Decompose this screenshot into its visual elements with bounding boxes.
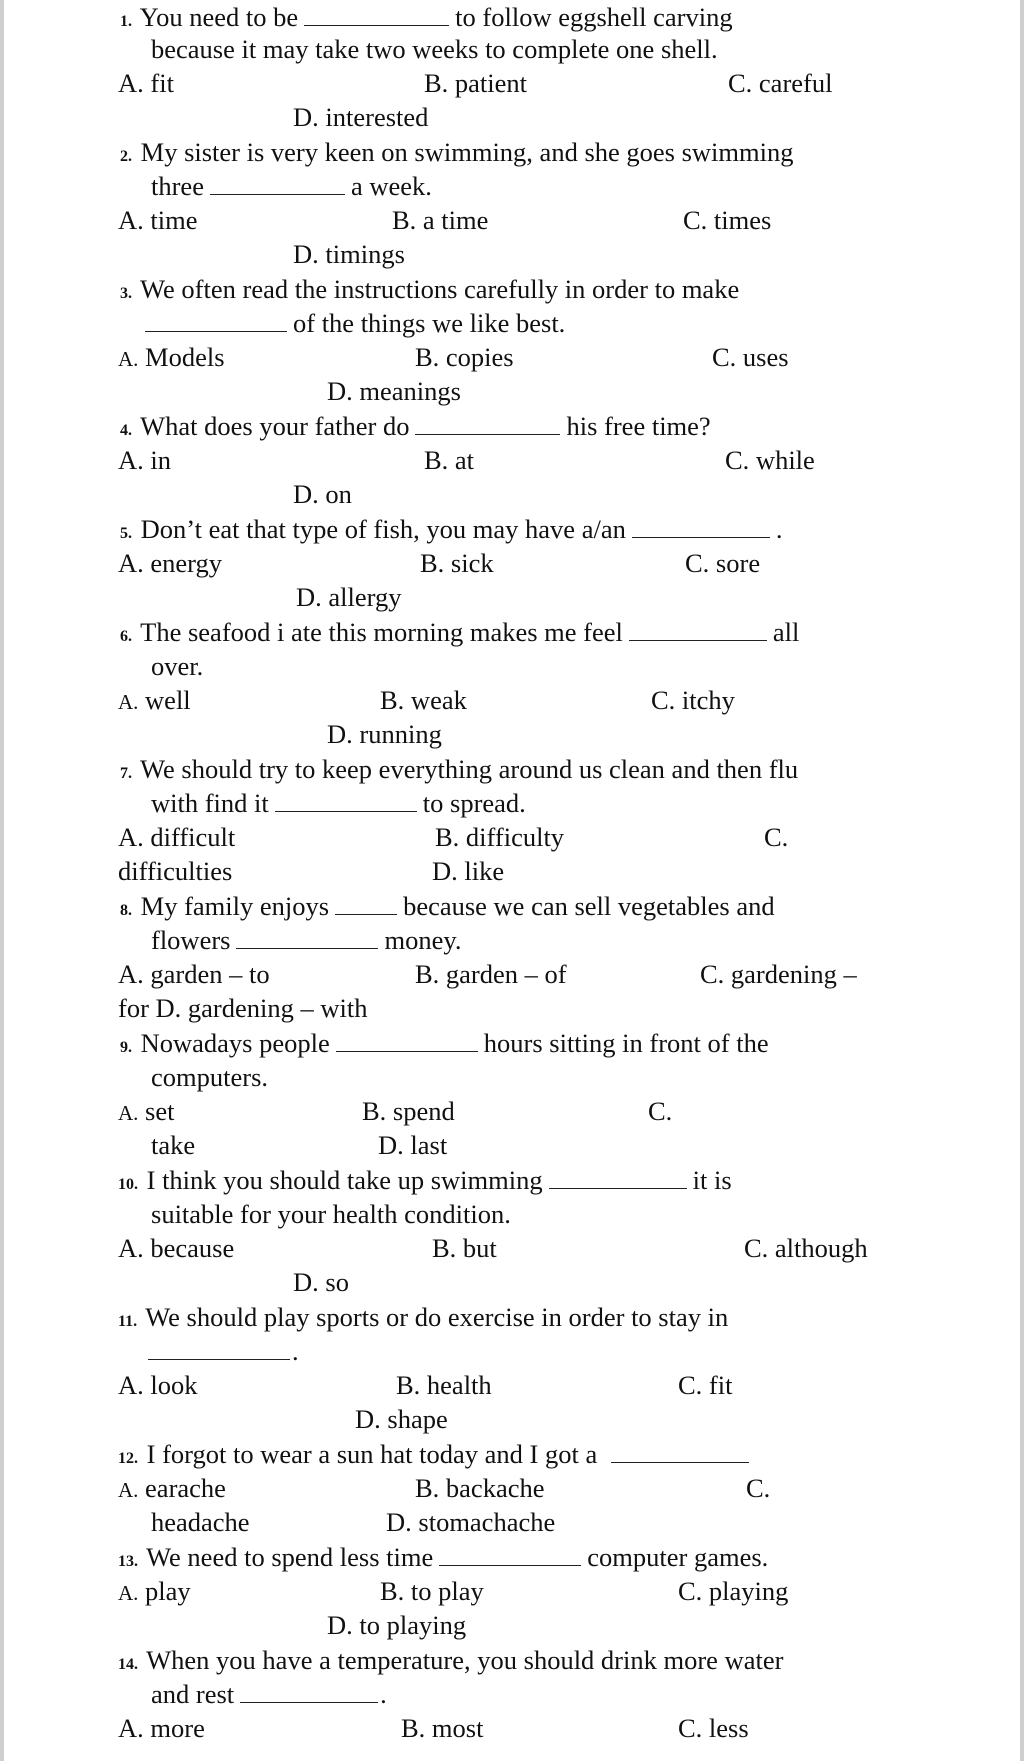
question-4-line-1: 4. What does your father do his free time? <box>120 411 711 441</box>
question-11-option-a[interactable]: A. look <box>118 1370 198 1400</box>
question-4-option-a[interactable]: A. in <box>118 445 171 475</box>
question-7-option-b[interactable]: B. difficulty <box>435 822 565 852</box>
question-13-option-a[interactable]: A. play <box>118 1576 191 1606</box>
question-6-line-1: 6. The seafood i ate this morning makes me feel all <box>120 617 800 647</box>
question-6-line-2: over. <box>151 651 204 681</box>
question-1-option-a[interactable]: A. fit <box>118 68 174 98</box>
question-7-line-2: with find it to spread. <box>151 788 526 818</box>
question-6-option-b[interactable]: B. weak <box>380 685 467 715</box>
question-12-option-b[interactable]: B. backache <box>415 1473 545 1503</box>
question-11-option-c[interactable]: C. fit <box>678 1370 733 1400</box>
question-12-line-1: 12. I forgot to wear a sun hat today and I got a <box>118 1439 755 1474</box>
question-5-option-d[interactable]: D. allergy <box>296 582 402 612</box>
question-3-option-c[interactable]: C. uses <box>712 342 789 372</box>
question-3-option-d[interactable]: D. meanings <box>327 376 461 406</box>
question-2-option-a[interactable]: A. time <box>118 205 198 235</box>
question-4-option-b[interactable]: B. at <box>424 445 475 475</box>
question-14-option-c[interactable]: C. less <box>678 1713 749 1743</box>
question-11-option-b[interactable]: B. health <box>396 1370 492 1400</box>
question-5-option-c[interactable]: C. sore <box>685 548 761 578</box>
question-14-line-2: and rest . <box>151 1679 387 1709</box>
question-9-option-d[interactable]: D. last <box>378 1130 448 1160</box>
question-6-option-d[interactable]: D. running <box>327 719 442 749</box>
question-1-line-2: because it may take two weeks to complete one shell. <box>151 34 718 64</box>
question-9-line-1: 9. Nowadays people hours sitting in front of the <box>120 1028 769 1058</box>
question-5-option-b[interactable]: B. sick <box>420 548 494 578</box>
question-8-line-2: flowers money. <box>151 925 462 955</box>
question-2-option-c[interactable]: C. times <box>683 205 772 235</box>
question-3-option-b[interactable]: B. copies <box>415 342 514 372</box>
question-11-line-1: 11. We should play sports or do exercise in order to stay in <box>118 1302 729 1332</box>
question-10-line-2: suitable for your health condition. <box>151 1199 511 1229</box>
question-9-line-2: computers. <box>151 1062 269 1092</box>
question-10-option-d[interactable]: D. so <box>293 1267 349 1297</box>
question-11-line-2: . <box>148 1336 299 1366</box>
question-12-option-c-continued: headache <box>151 1507 250 1537</box>
question-1-option-d[interactable]: D. interested <box>293 102 429 132</box>
question-9-option-a[interactable]: A. set <box>118 1096 175 1126</box>
question-2-option-b[interactable]: B. a time <box>392 205 489 235</box>
question-5-option-a[interactable]: A. energy <box>118 548 223 578</box>
question-10-option-c[interactable]: C. although <box>744 1233 868 1263</box>
question-14-option-a[interactable]: A. more <box>118 1713 205 1743</box>
question-13-option-b[interactable]: B. to play <box>380 1576 484 1606</box>
question-1-line-1: 1. You need to be to follow eggshell carving <box>120 2 733 32</box>
question-9-option-b[interactable]: B. spend <box>362 1096 455 1126</box>
question-7-option-c[interactable]: C. <box>764 822 789 852</box>
question-4-option-d[interactable]: D. on <box>293 479 352 509</box>
question-9-option-c-continued: take <box>151 1130 196 1160</box>
question-1-option-b[interactable]: B. patient <box>424 68 528 98</box>
question-10-option-a[interactable]: A. because <box>118 1233 235 1263</box>
question-3-line-2: of the things we like best. <box>145 308 565 338</box>
question-3-option-a[interactable]: A. Models <box>118 342 225 372</box>
question-9-option-c[interactable]: C. <box>648 1096 673 1126</box>
right-border-strip <box>1020 0 1024 1761</box>
question-2-option-d[interactable]: D. timings <box>293 239 405 269</box>
question-7-option-d[interactable]: D. like <box>432 856 505 886</box>
left-border-strip <box>0 0 4 1761</box>
question-7-option-c-continued: difficulties <box>118 856 233 886</box>
question-3-line-1: 3. We often read the instructions carefully in order to make <box>120 274 740 304</box>
question-12-option-c[interactable]: C. <box>746 1473 771 1503</box>
question-4-option-c[interactable]: C. while <box>725 445 815 475</box>
question-13-option-d[interactable]: D. to playing <box>327 1610 467 1640</box>
question-7-option-a[interactable]: A. difficult <box>118 822 236 852</box>
question-7-line-1: 7. We should try to keep everything around us clean and then flu <box>120 754 799 784</box>
question-2-line-1: 2. My sister is very keen on swimming, and she goes swimming <box>120 137 794 167</box>
question-11-option-d[interactable]: D. shape <box>355 1404 448 1434</box>
question-13-line-1: 13. We need to spend less time computer games. <box>118 1542 769 1572</box>
question-8-option-c-and-d[interactable]: for D. gardening – with <box>118 993 368 1023</box>
question-8-option-c[interactable]: C. gardening – <box>700 959 857 989</box>
question-8-option-a[interactable]: A. garden – to <box>118 959 270 989</box>
question-6-option-c[interactable]: C. itchy <box>651 685 735 715</box>
question-10-option-b[interactable]: B. but <box>432 1233 497 1263</box>
question-8-option-b[interactable]: B. garden – of <box>415 959 567 989</box>
question-14-line-1: 14. When you have a temperature, you should drink more water <box>118 1645 784 1675</box>
question-2-line-2: three a week. <box>151 171 432 201</box>
question-13-option-c[interactable]: C. playing <box>678 1576 789 1606</box>
question-8-line-1: 8. My family enjoys because we can sell vegetables and <box>120 891 775 921</box>
question-10-line-1: 10. I think you should take up swimming it is <box>118 1165 732 1195</box>
question-12-option-a[interactable]: A. earache <box>118 1473 226 1503</box>
question-5-line-1: 5. Don’t eat that type of fish, you may have a/an . <box>120 514 783 544</box>
question-6-option-a[interactable]: A. well <box>118 685 191 715</box>
question-14-option-b[interactable]: B. most <box>401 1713 484 1743</box>
question-12-option-d[interactable]: D. stomachache <box>386 1507 556 1537</box>
question-1-option-c[interactable]: C. careful <box>728 68 833 98</box>
